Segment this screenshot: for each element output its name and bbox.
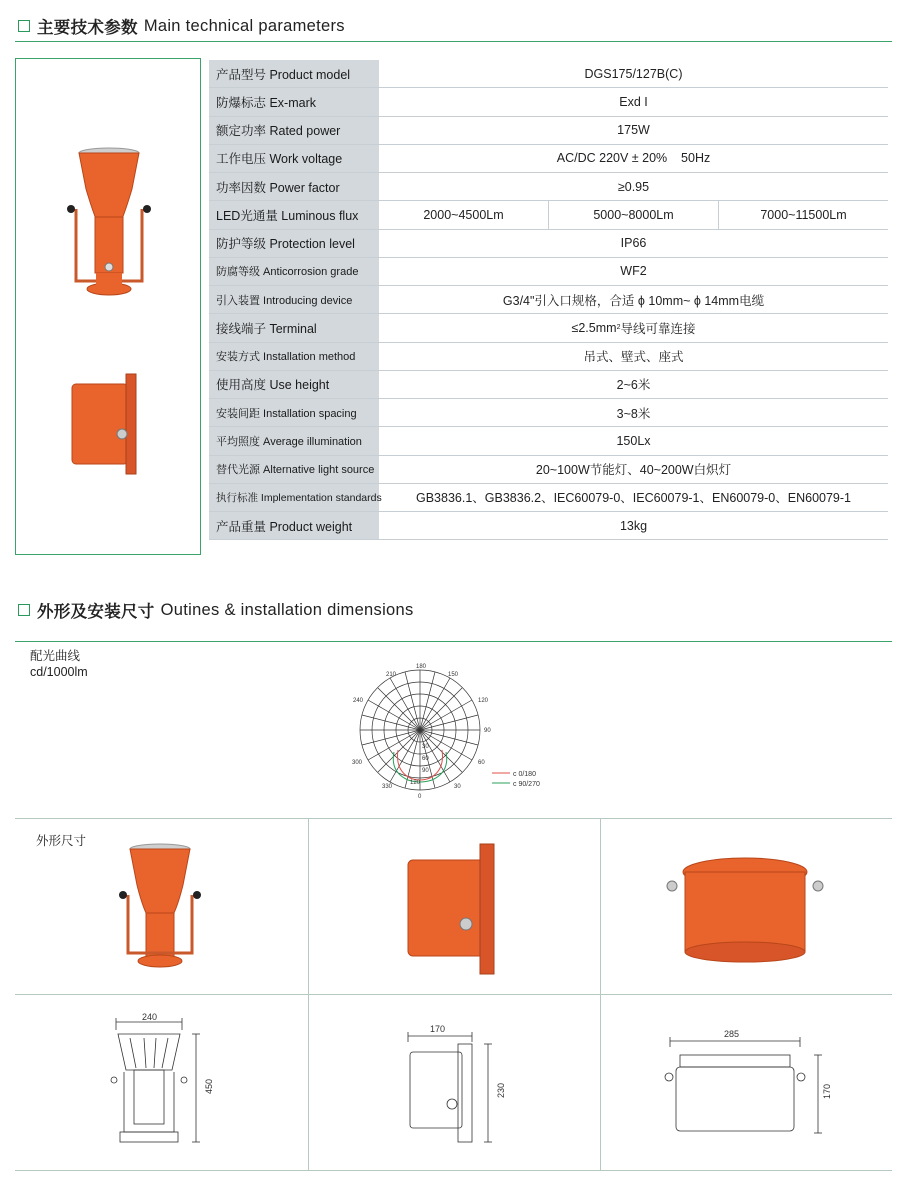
spec-value: 吊式、壁式、座式 [583,350,684,365]
spec-label: 工作电压 Work voltage [209,145,379,172]
spec-value-part: 导线可靠连接 [620,321,696,336]
spec-label: 平均照度 Average illumination [209,427,379,454]
spec-row [209,286,888,314]
spec-value: WF2 [620,264,647,279]
front-view-photo [660,848,830,968]
radial-label: 120 [410,780,421,786]
spec-label: 使用高度 Use height [209,371,379,398]
spec-row [209,484,888,512]
dimension-drawing-front [660,1025,830,1145]
angle-label: 30 [454,784,461,790]
spec-label: 执行标准 Implementation standards [209,484,379,511]
spec-label: 接线端子 Terminal [209,314,379,341]
spec-row [209,88,888,116]
polar-title: 配光曲线 [30,649,81,663]
grid-line [15,818,892,819]
spec-row [209,145,888,173]
floodlight-photo [100,835,220,975]
angle-label: 120 [478,698,489,704]
light-distribution-diagram [350,660,570,800]
radial-label: 90 [422,768,429,774]
dim-label: 170 [430,1024,446,1034]
spec-label: 功率因数 Power factor [209,173,379,200]
section-title-zh: 主要技术参数 [37,19,138,37]
spec-row [209,343,888,371]
angle-label: 90 [484,728,491,734]
spec-label: 防爆标志 Ex-mark [209,88,379,115]
spec-row [209,399,888,427]
checkbox-square-icon [18,604,30,616]
spec-value: G3/4"引入口规格，合适 ϕ 10mm~ ϕ 14mm电缆 [502,293,765,308]
spec-row [209,314,888,342]
spec-value: Exd I [619,94,648,109]
spec-value: AC/DC 220V ± 20% 50Hz [556,151,711,166]
dim-label: 240 [142,1012,158,1022]
grid-line [15,994,892,995]
spec-value: 13kg [619,518,648,533]
spec-value: ≥0.95 [617,179,650,194]
spec-label: 引入装置 Introducing device [209,286,379,313]
spec-row [209,201,888,229]
spec-value: 2000~4500Lm [423,207,504,222]
dimension-drawing-floodlight [100,1010,230,1160]
grid-line [600,818,601,1170]
divider [15,41,892,42]
spec-label: 替代光源 Alternative light source [209,456,379,483]
section-title-en: Outines & installation dimensions [160,600,414,619]
section-title-zh: 外形及安装尺寸 [37,603,155,621]
spec-value: 175W [617,123,650,138]
spec-value: 5000~8000Lm [548,201,718,228]
angle-label: 240 [353,698,364,704]
side-view-photo [72,374,136,474]
angle-label: 180 [416,664,427,670]
spec-row [209,427,888,455]
spec-label: 防腐等级 Anticorrosion grade [209,258,379,285]
spec-value: 20~100W节能灯、40~200W白炽灯 [535,463,732,478]
spec-row [209,512,888,540]
section-title-en: Main technical parameters [143,16,345,35]
product-image-panel [15,58,201,555]
dim-label: 450 [204,1078,214,1094]
product-photos [16,59,202,556]
legend-c0: c 0/180 [513,771,536,778]
radial-label: 30 [422,744,429,750]
angle-label: 60 [478,760,485,766]
angle-label: 0 [418,794,422,800]
dimension-drawing-side [400,1020,520,1150]
spec-value: 150Lx [616,433,651,448]
spec-value: GB3836.1、GB3836.2、IEC60079-0、IEC60079-1、EN60079-0、EN60079-1 [416,491,851,506]
outline-label: 外形尺寸 [36,834,87,848]
dim-label: 230 [496,1082,506,1098]
section-header-parameters [18,14,345,38]
dim-label: 170 [822,1083,832,1099]
spec-label: 产品型号 Product model [209,60,379,87]
spec-row [209,371,888,399]
superscript: 2 [616,324,621,332]
dim-label: 285 [724,1029,740,1039]
section-header-dimensions [18,598,414,622]
spec-label: LED光通量 Luminous flux [209,201,379,228]
spec-row [209,230,888,258]
spec-value: 7000~11500Lm [718,201,888,228]
spec-value-part: ≤2.5mm [571,320,617,335]
spec-label: 安装方式 Installation method [209,343,379,370]
spec-value: 2~6米 [616,378,651,393]
spec-label: 额定功率 Rated power [209,117,379,144]
legend-c90: c 90/270 [513,781,540,788]
spec-value: DGS175/127B(C) [584,66,683,81]
spec-row [209,60,888,88]
radial-label: 60 [422,756,429,762]
divider [15,641,892,642]
angle-label: 150 [448,672,459,678]
polar-unit: cd/1000lm [30,665,88,679]
spec-value-split [379,201,888,228]
angle-label: 210 [386,672,397,678]
grid-line [15,1170,892,1171]
side-view-photo [400,840,510,980]
floodlight-photo [67,148,151,295]
spec-label: 安装间距 Installation spacing [209,399,379,426]
spec-label: 防护等级 Protection level [209,230,379,257]
checkbox-square-icon [18,20,30,32]
spec-row [209,117,888,145]
spec-value: 3~8米 [616,406,651,421]
spec-label: 产品重量 Product weight [209,512,379,539]
spec-table [209,60,888,540]
grid-line [308,818,309,1170]
angle-label: 300 [352,760,363,766]
spec-value: IP66 [620,236,647,251]
spec-row [209,173,888,201]
angle-label: 330 [382,784,393,790]
spec-value [379,314,888,341]
spec-row [209,456,888,484]
spec-row [209,258,888,286]
